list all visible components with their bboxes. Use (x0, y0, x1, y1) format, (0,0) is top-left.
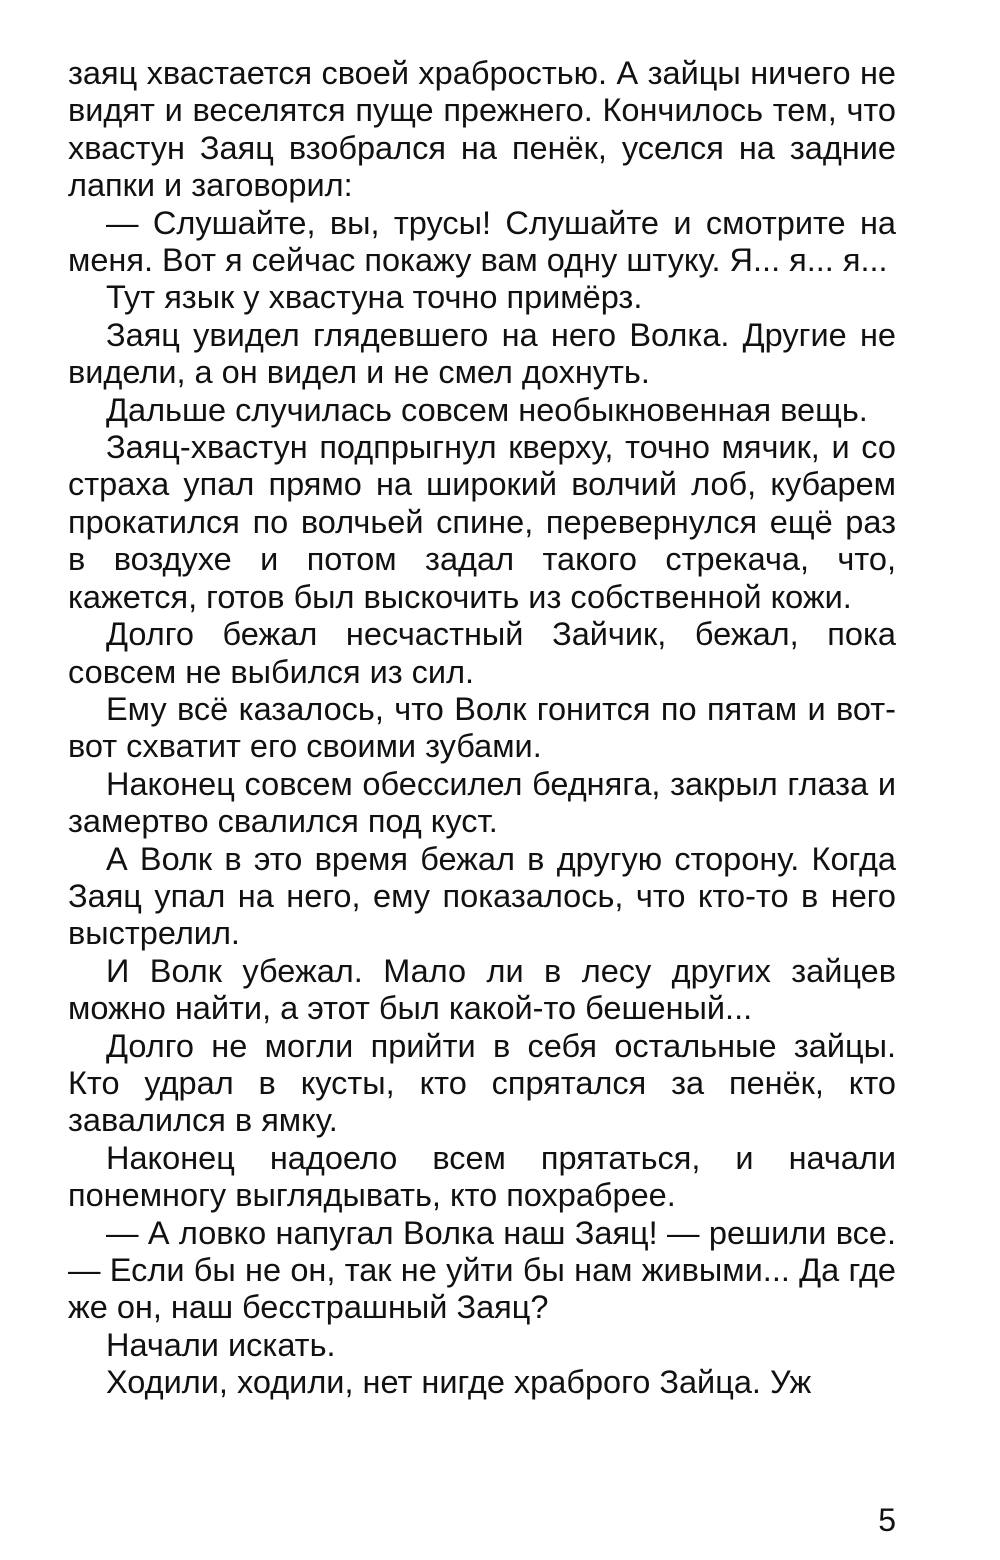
paragraph: — А ловко напугал Волка наш Заяц! — решили все. — Если бы не он, так не уйти бы нам живыми... Да где же он, наш бесстрашный Заяц? (68, 1214, 896, 1326)
paragraph: Начали искать. (106, 1326, 336, 1363)
paragraph: Заяц увидел глядевшего на него Волка. Другие не видели, а он видел и не смел дохнуть. (68, 316, 896, 391)
paragraph: А Волк в это время бежал в другую сторону. Когда Заяц упал на него, ему показалось, что кто-то в него выстрелил. (68, 840, 896, 952)
paragraph: заяц хвастается своей храбростью. А зайцы ничего не видят и веселятся пуще прежнего. Кончилось тем, что хвастун Заяц взобрался на пенёк, уселся на задние лапки и заговорил: (68, 55, 896, 204)
paragraph: Долго бежал несчастный Зайчик, бежал, пока совсем не выбился из сил. (68, 616, 896, 690)
paragraph: Ему всё казалось, что Волк гонится по пятам и вот-вот схватит его своими зубами. (68, 690, 896, 765)
paragraph: Тут язык у хвастуна точно примёрз. (106, 279, 643, 316)
page-number: 5 (878, 1502, 896, 1538)
paragraph: Ходили, ходили, нет нигде храброго Зайца. Уж (106, 1364, 812, 1401)
paragraph: Заяц-хвастун подпрыгнул кверху, точно мячик, и со страха упал прямо на широкий волчий лоб, кубарем прокатился по волчьей спине, перевернулся ещё раз в воздухе и потом задал такого стрекача, что, кажется, готов был выскочить из собственной кожи. (68, 429, 896, 615)
paragraph: Дальше случилась совсем необыкновенная вещь. (106, 391, 868, 428)
paragraph: Наконец надоело всем прятаться, и начали понемногу выглядывать, кто похрабрее. (68, 1139, 896, 1214)
page-body-text (68, 55, 896, 1402)
paragraph: Наконец совсем обессилел бедняга, закрыл глаза и замертво свалился под куст. (68, 765, 896, 840)
paragraph: — Слушайте, вы, трусы! Слушайте и смотрите на меня. Вот я сейчас покажу вам одну штуку. Я... я... я... (68, 204, 896, 279)
paragraph: И Волк убежал. Мало ли в лесу других зайцев можно найти, а этот был какой-то бешеный... (68, 952, 896, 1027)
paragraph: Долго не могли прийти в себя остальные зайцы. Кто удрал в кусты, кто спрятался за пенёк, кто завалился в ямку. (68, 1027, 896, 1139)
